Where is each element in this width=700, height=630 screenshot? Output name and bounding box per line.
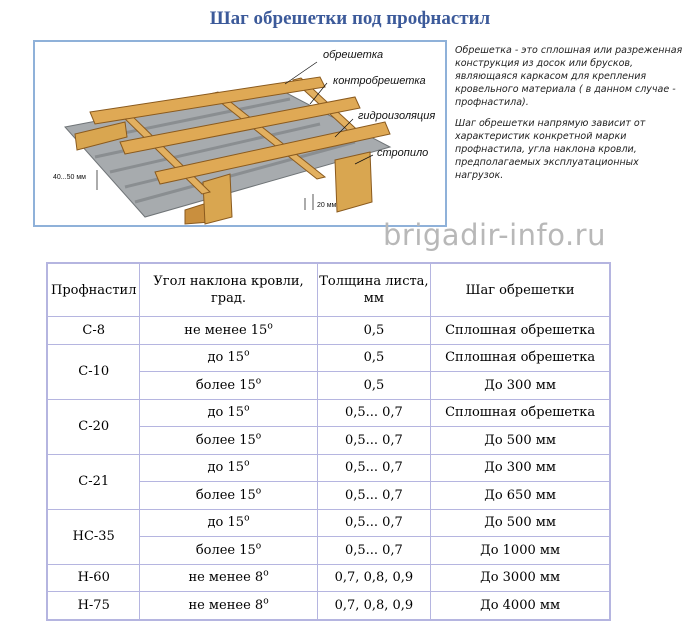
profile-cell: С-21 <box>47 454 140 509</box>
angle-cell: более 15$^o$ <box>140 427 317 455</box>
description-paragraph: Обрешетка - это сплошная или разреженная конструкция из досок или брусков, являющаяся каркасом для крепления кровельного материала ( в данном случае - профнастила). <box>455 45 683 108</box>
thickness-cell: 0,5... 0,7 <box>317 454 431 482</box>
angle-cell: не менее 15$^o$ <box>140 317 317 345</box>
step-cell: До 650 мм <box>431 482 610 510</box>
thickness-cell: 0,5... 0,7 <box>317 482 431 510</box>
table-row <box>47 399 610 427</box>
step-cell: До 300 мм <box>431 454 610 482</box>
thickness-cell: 0,5 <box>317 344 431 372</box>
rafter-2 <box>335 152 372 212</box>
angle-cell: более 15$^o$ <box>140 537 317 565</box>
profile-cell: Н-75 <box>47 592 140 620</box>
profile-cell: Н-60 <box>47 564 140 592</box>
angle-cell: более 15$^o$ <box>140 372 317 400</box>
step-cell: До 1000 мм <box>431 537 610 565</box>
step-cell: Сплошная обрешетка <box>431 317 610 345</box>
step-cell: До 300 мм <box>431 372 610 400</box>
header-angle: Угол наклона кровли, град. <box>140 263 317 317</box>
label-thickness-dimension: 20 мм <box>317 202 337 209</box>
table-row <box>47 344 610 372</box>
label-waterproofing: гидроизоляция <box>358 110 436 122</box>
thickness-cell: 0,5 <box>317 372 431 400</box>
page-title: Шаг обрешетки под профнастил <box>209 8 491 29</box>
angle-cell: не менее 8$^o$ <box>140 592 317 620</box>
profile-cell: НС-35 <box>47 509 140 564</box>
description <box>455 44 685 190</box>
step-cell: Сплошная обрешетка <box>431 344 610 372</box>
label-batten: обрешетка <box>323 49 384 61</box>
table-row <box>47 592 610 620</box>
label-counter-batten: контробрешетка <box>333 75 426 87</box>
profile-cell: С-20 <box>47 399 140 454</box>
label-rafter: стропило <box>377 147 429 159</box>
thickness-cell: 0,5... 0,7 <box>317 509 431 537</box>
angle-cell: более 15$^o$ <box>140 482 317 510</box>
profile-cell: С-8 <box>47 317 140 345</box>
header-thickness: Толщина листа, мм <box>317 263 431 317</box>
angle-cell: не менее 8$^o$ <box>140 564 317 592</box>
roof-structure-illustration <box>35 42 445 225</box>
thickness-cell: 0,5... 0,7 <box>317 537 431 565</box>
label-gap-dimension: 40...50 мм <box>53 174 86 181</box>
angle-cell: до 15$^o$ <box>140 344 317 372</box>
table-row <box>47 564 610 592</box>
roof-structure-figure <box>33 40 447 227</box>
watermark: brigadir-info.ru <box>383 218 606 252</box>
profile-cell: С-10 <box>47 344 140 399</box>
step-cell: Сплошная обрешетка <box>431 399 610 427</box>
description-paragraph: Шаг обрешетки напрямую зависит от характеристик конкретной марки профнастила, угла наклона кровли, предполагаемых эксплуатационных нагрузок. <box>455 118 646 181</box>
angle-cell: до 15$^o$ <box>140 399 317 427</box>
table-row <box>47 317 610 345</box>
thickness-cell: 0,5... 0,7 <box>317 399 431 427</box>
angle-cell: до 15$^o$ <box>140 509 317 537</box>
header-step: Шаг обрешетки <box>431 263 610 317</box>
header-profile: Профнастил <box>47 263 140 317</box>
thickness-cell: 0,5... 0,7 <box>317 427 431 455</box>
angle-cell: до 15$^o$ <box>140 454 317 482</box>
thickness-cell: 0,5 <box>317 317 431 345</box>
thickness-cell: 0,7, 0,8, 0,9 <box>317 592 431 620</box>
table-row <box>47 454 610 482</box>
table-row <box>47 509 610 537</box>
step-cell: До 500 мм <box>431 427 610 455</box>
thickness-cell: 0,7, 0,8, 0,9 <box>317 564 431 592</box>
step-cell: До 4000 мм <box>431 592 610 620</box>
step-cell: До 500 мм <box>431 509 610 537</box>
table-header-row <box>47 263 610 317</box>
step-cell: До 3000 мм <box>431 564 610 592</box>
spec-table <box>46 262 611 621</box>
